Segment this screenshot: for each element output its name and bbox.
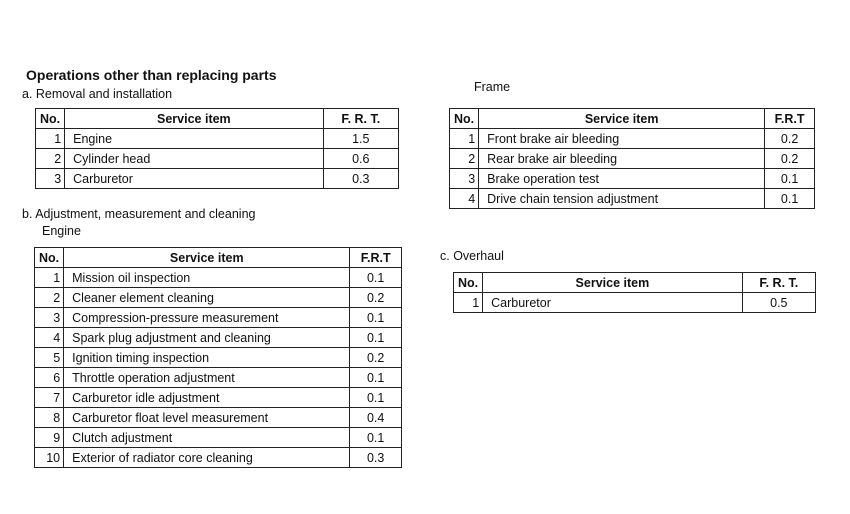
section-b-label: b. Adjustment, measurement and cleaning (22, 207, 256, 221)
table-row (35, 408, 402, 428)
row-number: 4 (450, 189, 479, 209)
service-item-cell: Spark plug adjustment and cleaning (64, 328, 350, 348)
frt-value-cell: 0.1 (350, 268, 402, 288)
row-number: 1 (35, 268, 64, 288)
table-row (36, 129, 399, 149)
col-header-no: No. (35, 248, 64, 268)
service-item-cell: Carburetor idle adjustment (64, 388, 350, 408)
table-row (36, 149, 399, 169)
table-row (450, 149, 815, 169)
page-heading: Operations other than replacing parts (26, 67, 277, 83)
col-header-service-item: Service item (65, 109, 323, 129)
row-number: 3 (36, 169, 65, 189)
overhaul-table (453, 272, 816, 313)
frt-value-cell: 0.2 (350, 348, 402, 368)
service-item-cell: Cylinder head (65, 149, 323, 169)
table-row (35, 268, 402, 288)
frt-value-cell: 0.1 (765, 189, 815, 209)
section-a-label: a. Removal and installation (22, 87, 173, 101)
section-b-sublabel: Engine (42, 224, 81, 238)
table-header-row (454, 273, 816, 293)
table-row (450, 189, 815, 209)
table-row (36, 169, 399, 189)
service-item-cell: Carburetor float level measurement (64, 408, 350, 428)
table-row (35, 348, 402, 368)
col-header-no: No. (36, 109, 65, 129)
service-item-cell: Engine (65, 129, 323, 149)
row-number: 7 (35, 388, 64, 408)
table-row (35, 368, 402, 388)
col-header-service-item: Service item (64, 248, 350, 268)
frame-table (449, 108, 815, 209)
row-number: 6 (35, 368, 64, 388)
row-number: 3 (35, 308, 64, 328)
frt-value-cell: 0.4 (350, 408, 402, 428)
row-number: 3 (450, 169, 479, 189)
frt-value-cell: 0.2 (350, 288, 402, 308)
service-item-cell: Front brake air bleeding (479, 129, 765, 149)
table-row (35, 308, 402, 328)
service-item-cell: Clutch adjustment (64, 428, 350, 448)
frt-value-cell: 0.1 (765, 169, 815, 189)
col-header-frt: F.R.T (350, 248, 402, 268)
col-header-frt: F. R. T. (742, 273, 815, 293)
table-row (450, 129, 815, 149)
row-number: 2 (450, 149, 479, 169)
row-number: 1 (36, 129, 65, 149)
table-header-row (36, 109, 399, 129)
row-number: 1 (450, 129, 479, 149)
table-row (35, 328, 402, 348)
frt-value-cell: 0.5 (742, 293, 815, 313)
service-item-cell: Rear brake air bleeding (479, 149, 765, 169)
table-row (450, 169, 815, 189)
row-number: 4 (35, 328, 64, 348)
col-header-frt: F. R. T. (323, 109, 398, 129)
col-header-service-item: Service item (483, 273, 743, 293)
row-number: 2 (35, 288, 64, 308)
service-item-cell: Throttle operation adjustment (64, 368, 350, 388)
frt-value-cell: 0.1 (350, 428, 402, 448)
table-row (35, 388, 402, 408)
frt-value-cell: 0.1 (350, 308, 402, 328)
frt-value-cell: 0.6 (323, 149, 398, 169)
service-item-cell: Carburetor (65, 169, 323, 189)
frt-value-cell: 0.1 (350, 328, 402, 348)
removal-installation-table (35, 108, 399, 189)
col-header-service-item: Service item (479, 109, 765, 129)
frt-value-cell: 0.1 (350, 368, 402, 388)
row-number: 8 (35, 408, 64, 428)
service-item-cell: Mission oil inspection (64, 268, 350, 288)
table-row (454, 293, 816, 313)
service-item-cell: Brake operation test (479, 169, 765, 189)
col-header-frt: F.R.T (765, 109, 815, 129)
frt-value-cell: 0.2 (765, 149, 815, 169)
table-row (35, 288, 402, 308)
adjustment-engine-table (34, 247, 402, 468)
row-number: 9 (35, 428, 64, 448)
frt-value-cell: 0.3 (323, 169, 398, 189)
row-number: 5 (35, 348, 64, 368)
frt-value-cell: 1.5 (323, 129, 398, 149)
service-item-cell: Compression-pressure measurement (64, 308, 350, 328)
table-row (35, 448, 402, 468)
service-item-cell: Ignition timing inspection (64, 348, 350, 368)
table-row (35, 428, 402, 448)
service-item-cell: Carburetor (483, 293, 743, 313)
row-number: 10 (35, 448, 64, 468)
col-header-no: No. (450, 109, 479, 129)
frame-label: Frame (474, 80, 511, 94)
frt-value-cell: 0.3 (350, 448, 402, 468)
section-c-label: c. Overhaul (440, 249, 504, 263)
frt-value-cell: 0.2 (765, 129, 815, 149)
service-item-cell: Drive chain tension adjustment (479, 189, 765, 209)
frt-value-cell: 0.1 (350, 388, 402, 408)
row-number: 1 (454, 293, 483, 313)
row-number: 2 (36, 149, 65, 169)
service-item-cell: Cleaner element cleaning (64, 288, 350, 308)
service-item-cell: Exterior of radiator core cleaning (64, 448, 350, 468)
col-header-no: No. (454, 273, 483, 293)
table-header-row (450, 109, 815, 129)
table-header-row (35, 248, 402, 268)
